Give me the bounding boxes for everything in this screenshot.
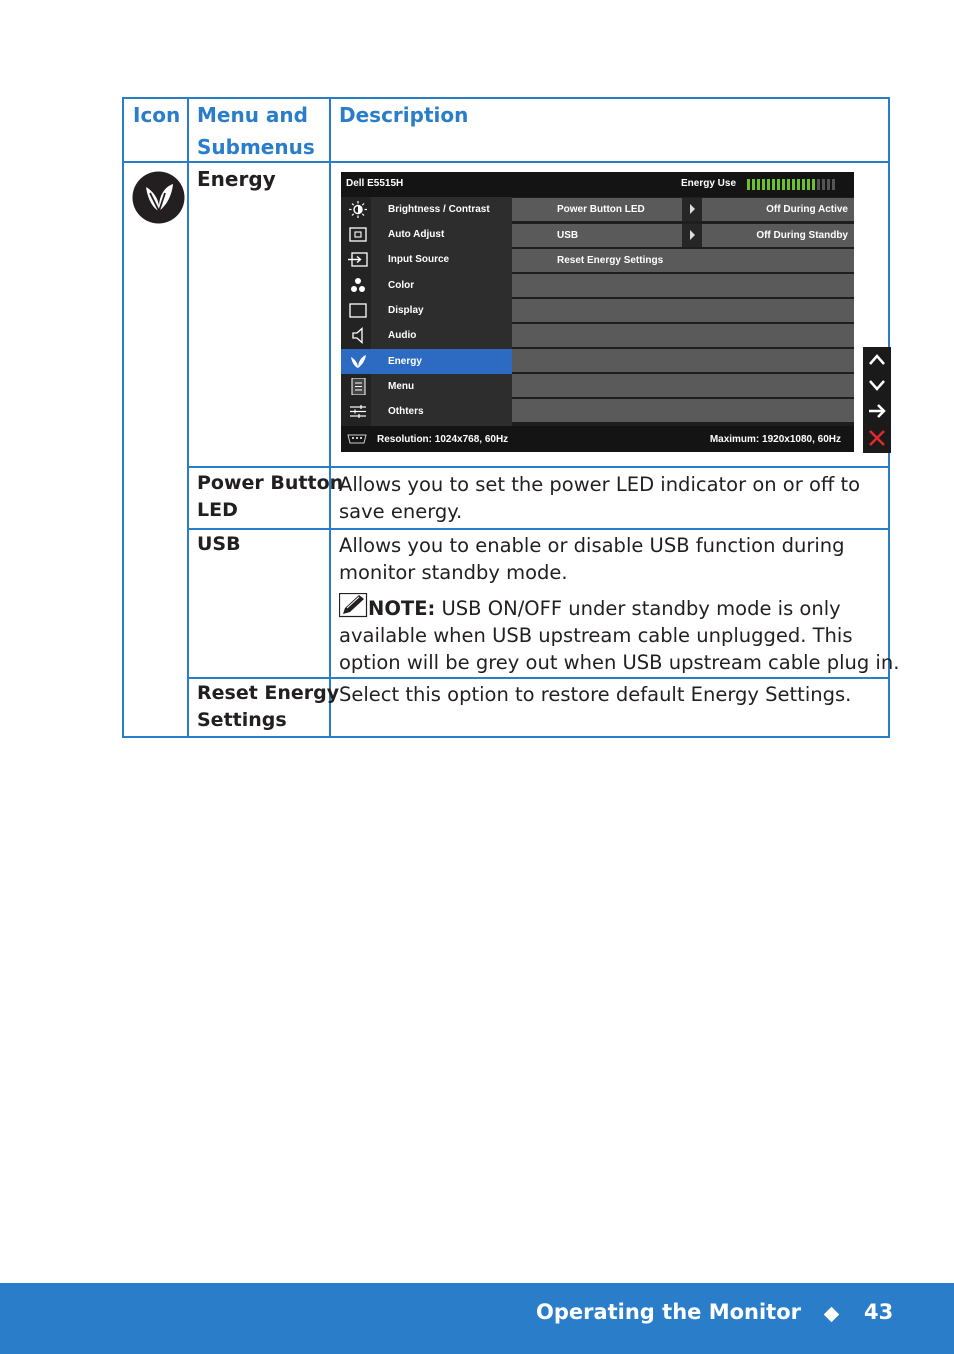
energy-meter-segment <box>807 179 810 190</box>
energy-meter-segment <box>762 179 765 190</box>
osd-item-label: Energy <box>388 356 422 367</box>
submenu-usb: USB <box>197 533 241 555</box>
osd-submenu-label: USB <box>557 230 579 241</box>
usb-description <box>339 532 899 676</box>
power-button-led-description <box>339 471 860 525</box>
energy-meter-segment <box>752 179 755 190</box>
osd-model-name: Dell E5515H <box>346 178 404 189</box>
energy-meter-segment <box>802 179 805 190</box>
menu-icon <box>347 378 369 395</box>
energy-meter-segment <box>757 179 760 190</box>
osd-submenu-empty-row <box>512 274 854 297</box>
energy-meter-segment <box>772 179 775 190</box>
energy-meter-segment <box>812 179 815 190</box>
note-text: USB ON/OFF under standby mode is only <box>435 597 841 620</box>
osd-submenu-empty-row <box>512 399 854 422</box>
osd-item-label: Audio <box>388 330 417 341</box>
osd-submenu-empty-row <box>512 374 854 397</box>
osd-submenu-empty-row <box>512 349 854 372</box>
energy-meter-segment <box>787 179 790 190</box>
energy-leaf-icon <box>347 353 369 370</box>
energy-meter-segment <box>777 179 780 190</box>
osd-submenu-label: Reset Energy Settings <box>557 255 664 266</box>
right-arrow-icon[interactable] <box>865 399 889 423</box>
table-divider <box>187 677 890 679</box>
table-divider <box>329 97 331 738</box>
osd-item-label: Color <box>388 280 415 291</box>
osd-submenu-value: Off During Active <box>766 204 848 215</box>
osd-item-others[interactable] <box>341 399 512 424</box>
osd-energy-use-label: Energy Use <box>681 178 737 189</box>
close-icon[interactable] <box>865 426 889 450</box>
osd-item-input-source[interactable] <box>341 247 512 272</box>
osd-submenu-reset-energy[interactable] <box>512 249 854 272</box>
energy-meter-segment <box>797 179 800 190</box>
energy-meter-segment <box>747 179 750 190</box>
osd-resolution: Resolution: 1024x768, 60Hz <box>377 434 509 445</box>
submenu-reset-energy-settings <box>197 680 339 734</box>
energy-meter-segment <box>782 179 785 190</box>
reset-energy-description: Select this option to restore default Energy Settings. <box>339 683 852 706</box>
osd-submenu-power-button-led[interactable] <box>512 198 854 221</box>
table-divider <box>187 97 189 738</box>
note-pencil-icon <box>339 593 368 618</box>
note-text: option will be grey out when USB upstream cable plug in. <box>339 651 900 674</box>
osd-status-bar <box>341 426 854 452</box>
osd-item-display[interactable] <box>341 298 512 323</box>
osd-maximum-resolution: Maximum: 1920x1080, 60Hz <box>709 434 841 445</box>
others-icon <box>347 403 369 420</box>
page-footer <box>0 1283 954 1354</box>
osd-item-label: Menu <box>388 381 415 392</box>
description-line: monitor standby mode. <box>339 561 568 584</box>
display-icon <box>347 302 369 319</box>
osd-submenu-empty-row <box>512 299 854 322</box>
osd-item-audio[interactable] <box>341 323 512 348</box>
note-text: available when USB upstream cable unplugged. This <box>339 624 853 647</box>
header-menu-line: Submenus <box>197 135 315 159</box>
note-label: NOTE: <box>368 597 436 620</box>
osd-screenshot <box>341 172 854 452</box>
submenu-name-line: Reset Energy <box>197 682 340 704</box>
header-description: Description <box>339 103 469 127</box>
osd-submenu <box>512 197 854 426</box>
submenu-arrow-icon <box>682 198 702 221</box>
osd-item-auto-adjust[interactable] <box>341 222 512 247</box>
auto-adjust-icon <box>347 226 369 243</box>
audio-icon <box>347 327 369 344</box>
header-menu-line: Menu and <box>197 103 308 127</box>
energy-use-meter <box>747 179 841 190</box>
submenu-name-line: Power Button <box>197 472 344 494</box>
table-divider <box>187 528 890 530</box>
submenu-name-line: Settings <box>197 709 287 731</box>
osd-item-label: Input Source <box>388 254 450 265</box>
osd-item-energy[interactable] <box>341 349 512 374</box>
menu-energy-label: Energy <box>197 167 276 191</box>
down-arrow-icon[interactable] <box>865 373 889 397</box>
header-icon: Icon <box>133 103 181 127</box>
submenu-name-line: LED <box>197 499 238 521</box>
description-line: Allows you to set the power LED indicator on or off to <box>339 473 861 496</box>
input-port-icon <box>347 433 367 445</box>
energy-meter-segment <box>792 179 795 190</box>
energy-meter-segment <box>817 179 820 190</box>
header-menu <box>197 99 315 163</box>
table-divider <box>187 466 890 468</box>
footer-diamond-icon <box>824 1307 840 1323</box>
energy-meter-segment <box>832 179 835 190</box>
usb-note <box>339 593 899 622</box>
energy-meter-segment <box>767 179 770 190</box>
submenu-power-button-led <box>197 470 343 524</box>
up-arrow-icon[interactable] <box>865 348 889 372</box>
osd-submenu-label: Power Button LED <box>557 204 645 215</box>
input-source-icon <box>347 251 369 268</box>
osd-submenu-usb[interactable] <box>512 224 854 247</box>
color-icon <box>347 277 369 294</box>
osd-submenu-value: Off During Standby <box>756 230 848 241</box>
osd-submenu-empty-row <box>512 324 854 347</box>
osd-nav-buttons <box>863 347 891 453</box>
brightness-icon <box>347 201 369 218</box>
osd-item-color[interactable] <box>341 273 512 298</box>
energy-leaf-icon <box>132 171 185 224</box>
osd-item-brightness-contrast[interactable] <box>341 197 512 222</box>
page-number: 43 <box>864 1300 894 1324</box>
submenu-arrow-icon <box>682 224 702 247</box>
osd-item-menu[interactable] <box>341 374 512 399</box>
osd-item-label: Othters <box>388 406 424 417</box>
footer-section-title: Operating the Monitor <box>535 1300 801 1324</box>
osd-item-label: Brightness / Contrast <box>388 204 490 215</box>
osd-item-label: Auto Adjust <box>388 229 445 240</box>
osd-item-label: Display <box>388 305 424 316</box>
energy-meter-segment <box>827 179 830 190</box>
osd-title-bar <box>341 172 854 197</box>
energy-meter-segment <box>822 179 825 190</box>
description-line: Allows you to enable or disable USB function during <box>339 534 845 557</box>
description-line: save energy. <box>339 500 463 523</box>
